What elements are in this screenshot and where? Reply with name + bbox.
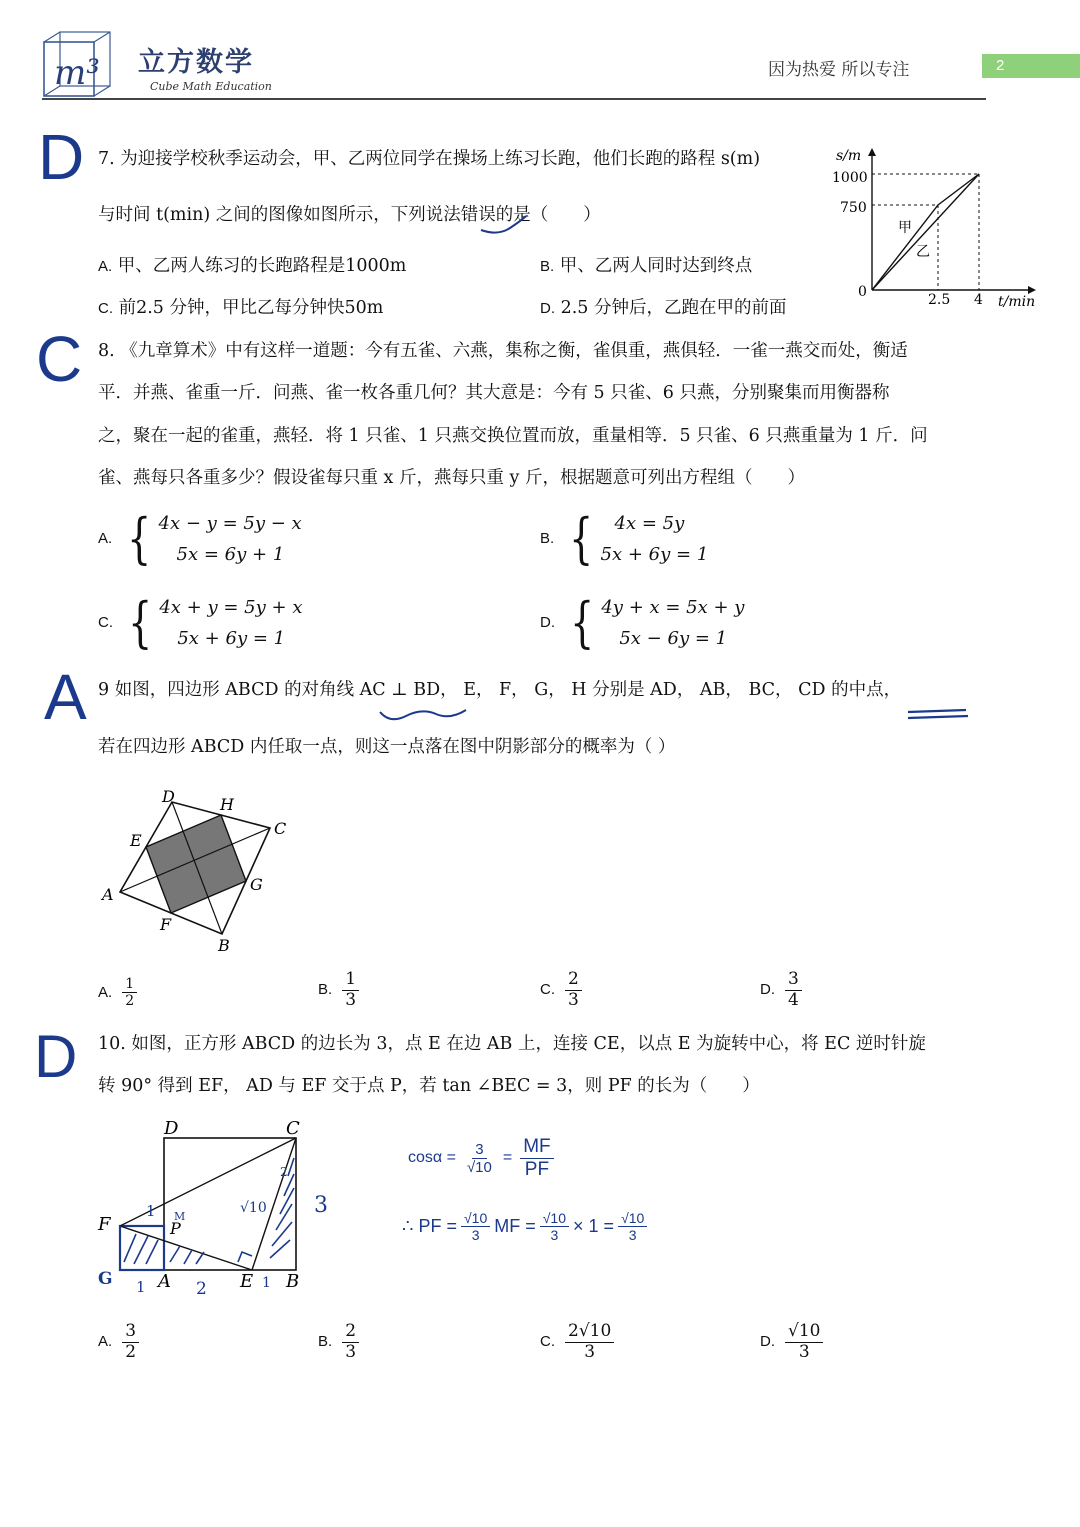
q8-option-c[interactable]: C. { 4x + y = 5y + x 5x + 6y = 1: [98, 591, 303, 654]
q7-label-yi: 乙: [916, 244, 930, 260]
q8-line1: 8. 《九章算术》中有这样一道题：今有五雀、六燕，集称之衡，雀俱重，燕俱轻．一雀一燕交而处，衡适: [98, 341, 908, 361]
q7-ytick-750: 750: [840, 200, 867, 216]
q10-label-d: D: [164, 1118, 179, 1139]
q10-label-a: A: [158, 1271, 171, 1292]
hand-answer-q8: C: [36, 323, 83, 395]
q8-system-c: { 4x + y = 5y + x 5x + 6y = 1: [128, 591, 303, 654]
hand-work-line1: cosα = $\frac{3}{√10}$ = $\frac{MF}{PF}$: [408, 1136, 562, 1181]
q10-label-p: P: [170, 1219, 181, 1238]
page-number-badge: [982, 54, 1080, 78]
q7-y-label: s/m: [836, 148, 862, 164]
q9-label-b: B: [218, 936, 230, 955]
q10-label-c: C: [286, 1118, 300, 1139]
q10-hand-3: 3: [314, 1193, 328, 1218]
q7-xtick-2-5: 2.5: [928, 292, 951, 308]
q8-option-b[interactable]: B. { 4x = 5y 5x + 6y = 1: [540, 507, 709, 570]
q7-line1: 7. 为迎接学校秋季运动会，甲、乙两位同学在操场上练习长跑，他们长跑的路程 s(m): [98, 149, 761, 169]
q9-option-b[interactable]: B. $\frac{1}{3}$: [318, 970, 359, 1010]
q10-hand-2b: 2: [280, 1165, 288, 1179]
q10-option-c[interactable]: C. $\frac{2√10}{3}$: [540, 1322, 614, 1362]
page-number: 2: [996, 57, 1005, 74]
q10-option-d[interactable]: D. $\frac{√10}{3}$: [760, 1322, 823, 1362]
q10-label-m: M: [174, 1210, 186, 1223]
q9-option-a[interactable]: A. $\frac{1}{2}$: [98, 976, 137, 1009]
q9-option-c[interactable]: C. $\frac{2}{3}$: [540, 970, 582, 1010]
q8-system-a: { 4x − y = 5y − x 5x = 6y + 1: [127, 507, 302, 570]
q10-square: [164, 1138, 296, 1270]
q9-label-e: E: [130, 831, 142, 850]
q10-option-b[interactable]: B. $\frac{2}{3}$: [318, 1322, 359, 1362]
q10-option-a[interactable]: A. $\frac{3}{2}$: [98, 1322, 139, 1362]
hand-work-line2: ∴ PF = $\frac{√10}{3}$ MF = $\frac{√10}{3}$ × 1 = $\frac{√10}{3}$: [402, 1210, 651, 1243]
q7-line2: 与时间 t(min) 之间的图像如图所示，下列说法错误的是（ ）: [98, 205, 601, 225]
q7-ytick-1000: 1000: [832, 170, 868, 186]
q8-option-d[interactable]: D. { 4y + x = 5x + y 5x − 6y = 1: [540, 591, 745, 654]
q8-line4: 雀、燕每只各重多少？假设雀每只重 x 斤，燕每只重 y 斤，根据题意可列出方程组（ ）: [98, 468, 806, 488]
q10-line-ef: [120, 1226, 252, 1270]
q7-y-arrow: [868, 148, 876, 156]
q9-label-d: D: [162, 787, 175, 806]
q9-label-f: F: [160, 915, 172, 934]
q10-label-f: F: [98, 1214, 111, 1235]
q7-x-label: t/min: [998, 294, 1036, 310]
q10-hand-sqrt10: √10: [240, 1200, 267, 1216]
q7-xtick-4: 4: [974, 292, 983, 308]
header-rule: [42, 98, 986, 100]
q9-line1: 9 如图，四边形 ABCD 的对角线 AC ⊥ BD， E， F， G， H 分别是 AD， AB， BC， CD 的中点，: [98, 680, 902, 700]
q7-graph: [828, 140, 1048, 315]
q7-x-arrow: [1028, 286, 1036, 294]
q8-system-d: { 4y + x = 5x + y 5x − 6y = 1: [570, 591, 745, 654]
q9-label-a: A: [102, 885, 114, 904]
q8-line3: 之，聚在一起的雀重，燕轻．将 1 只雀、1 只燕交换位置而放，重量相等．5 只雀、6 只燕重量为 1 斤．问: [98, 426, 928, 446]
q9-figure: [96, 786, 306, 956]
q10-label-g: G: [98, 1269, 113, 1289]
hand-answer-q7: D: [38, 121, 85, 193]
q8-system-b: { 4x = 5y 5x + 6y = 1: [569, 507, 709, 570]
q10-hand-2: 2: [196, 1279, 207, 1299]
q9-label-h: H: [220, 795, 234, 814]
q10-figure: [92, 1112, 342, 1302]
q10-hand-1b: 1: [136, 1278, 146, 1296]
q7-line-yi: [872, 174, 979, 290]
q10-line2: 转 90° 得到 EF， AD 与 EF 交于点 P，若 tan ∠BEC = 3，则 PF 的长为（ ）: [98, 1076, 760, 1096]
q7-option-b[interactable]: B. 甲、乙两人同时达到终点: [540, 256, 753, 276]
brand-cn: 立方数学: [138, 47, 254, 78]
hand-answer-q10: D: [34, 1023, 78, 1090]
q7-option-d[interactable]: D. 2.5 分钟后，乙跑在甲的前面: [540, 298, 787, 318]
q7-label-jia: 甲: [898, 220, 912, 236]
slogan: 因为热爱 所以专注: [768, 60, 910, 80]
brand-en: Cube Math Education: [150, 80, 272, 93]
q10-label-b: B: [286, 1271, 300, 1292]
q9-option-d[interactable]: D. $\frac{3}{4}$: [760, 970, 802, 1010]
logo-cube-icon: [40, 28, 116, 100]
q7-origin: 0: [858, 284, 867, 300]
header: [0, 0, 1080, 110]
q8-line2: 平．并燕、雀重一斤．问燕、雀一枚各重几何？其大意是：今有 5 只雀、6 只燕，分别聚集而用衡器称: [98, 383, 890, 403]
q8-option-a[interactable]: A. { 4x − y = 5y − x 5x = 6y + 1: [98, 507, 302, 570]
q9-line2: 若在四边形 ABCD 内任取一点，则这一点落在图中阴影部分的概率为（ ）: [98, 737, 676, 757]
q10-line1: 10. 如图，正方形 ABCD 的边长为 3，点 E 在边 AB 上，连接 CE，以点 E 为旋转中心，将 EC 逆时针旋: [98, 1034, 926, 1054]
q7-underline-mark: [478, 214, 528, 236]
q10-hand-1c: 1: [262, 1275, 271, 1291]
q9-underline-marks: [376, 700, 976, 730]
q9-label-c: C: [274, 819, 287, 838]
q7-option-c[interactable]: C. 前2.5 分钟，甲比乙每分钟快50m: [98, 298, 384, 318]
q9-label-g: G: [250, 875, 263, 894]
hand-answer-q9: A: [44, 661, 87, 733]
q10-label-e: E: [240, 1271, 254, 1292]
q10-hand-1a: 1: [146, 1202, 156, 1220]
q7-option-a[interactable]: A. 甲、乙两人练习的长跑路程是1000m: [98, 256, 407, 276]
logo-mark: m³: [54, 53, 100, 93]
